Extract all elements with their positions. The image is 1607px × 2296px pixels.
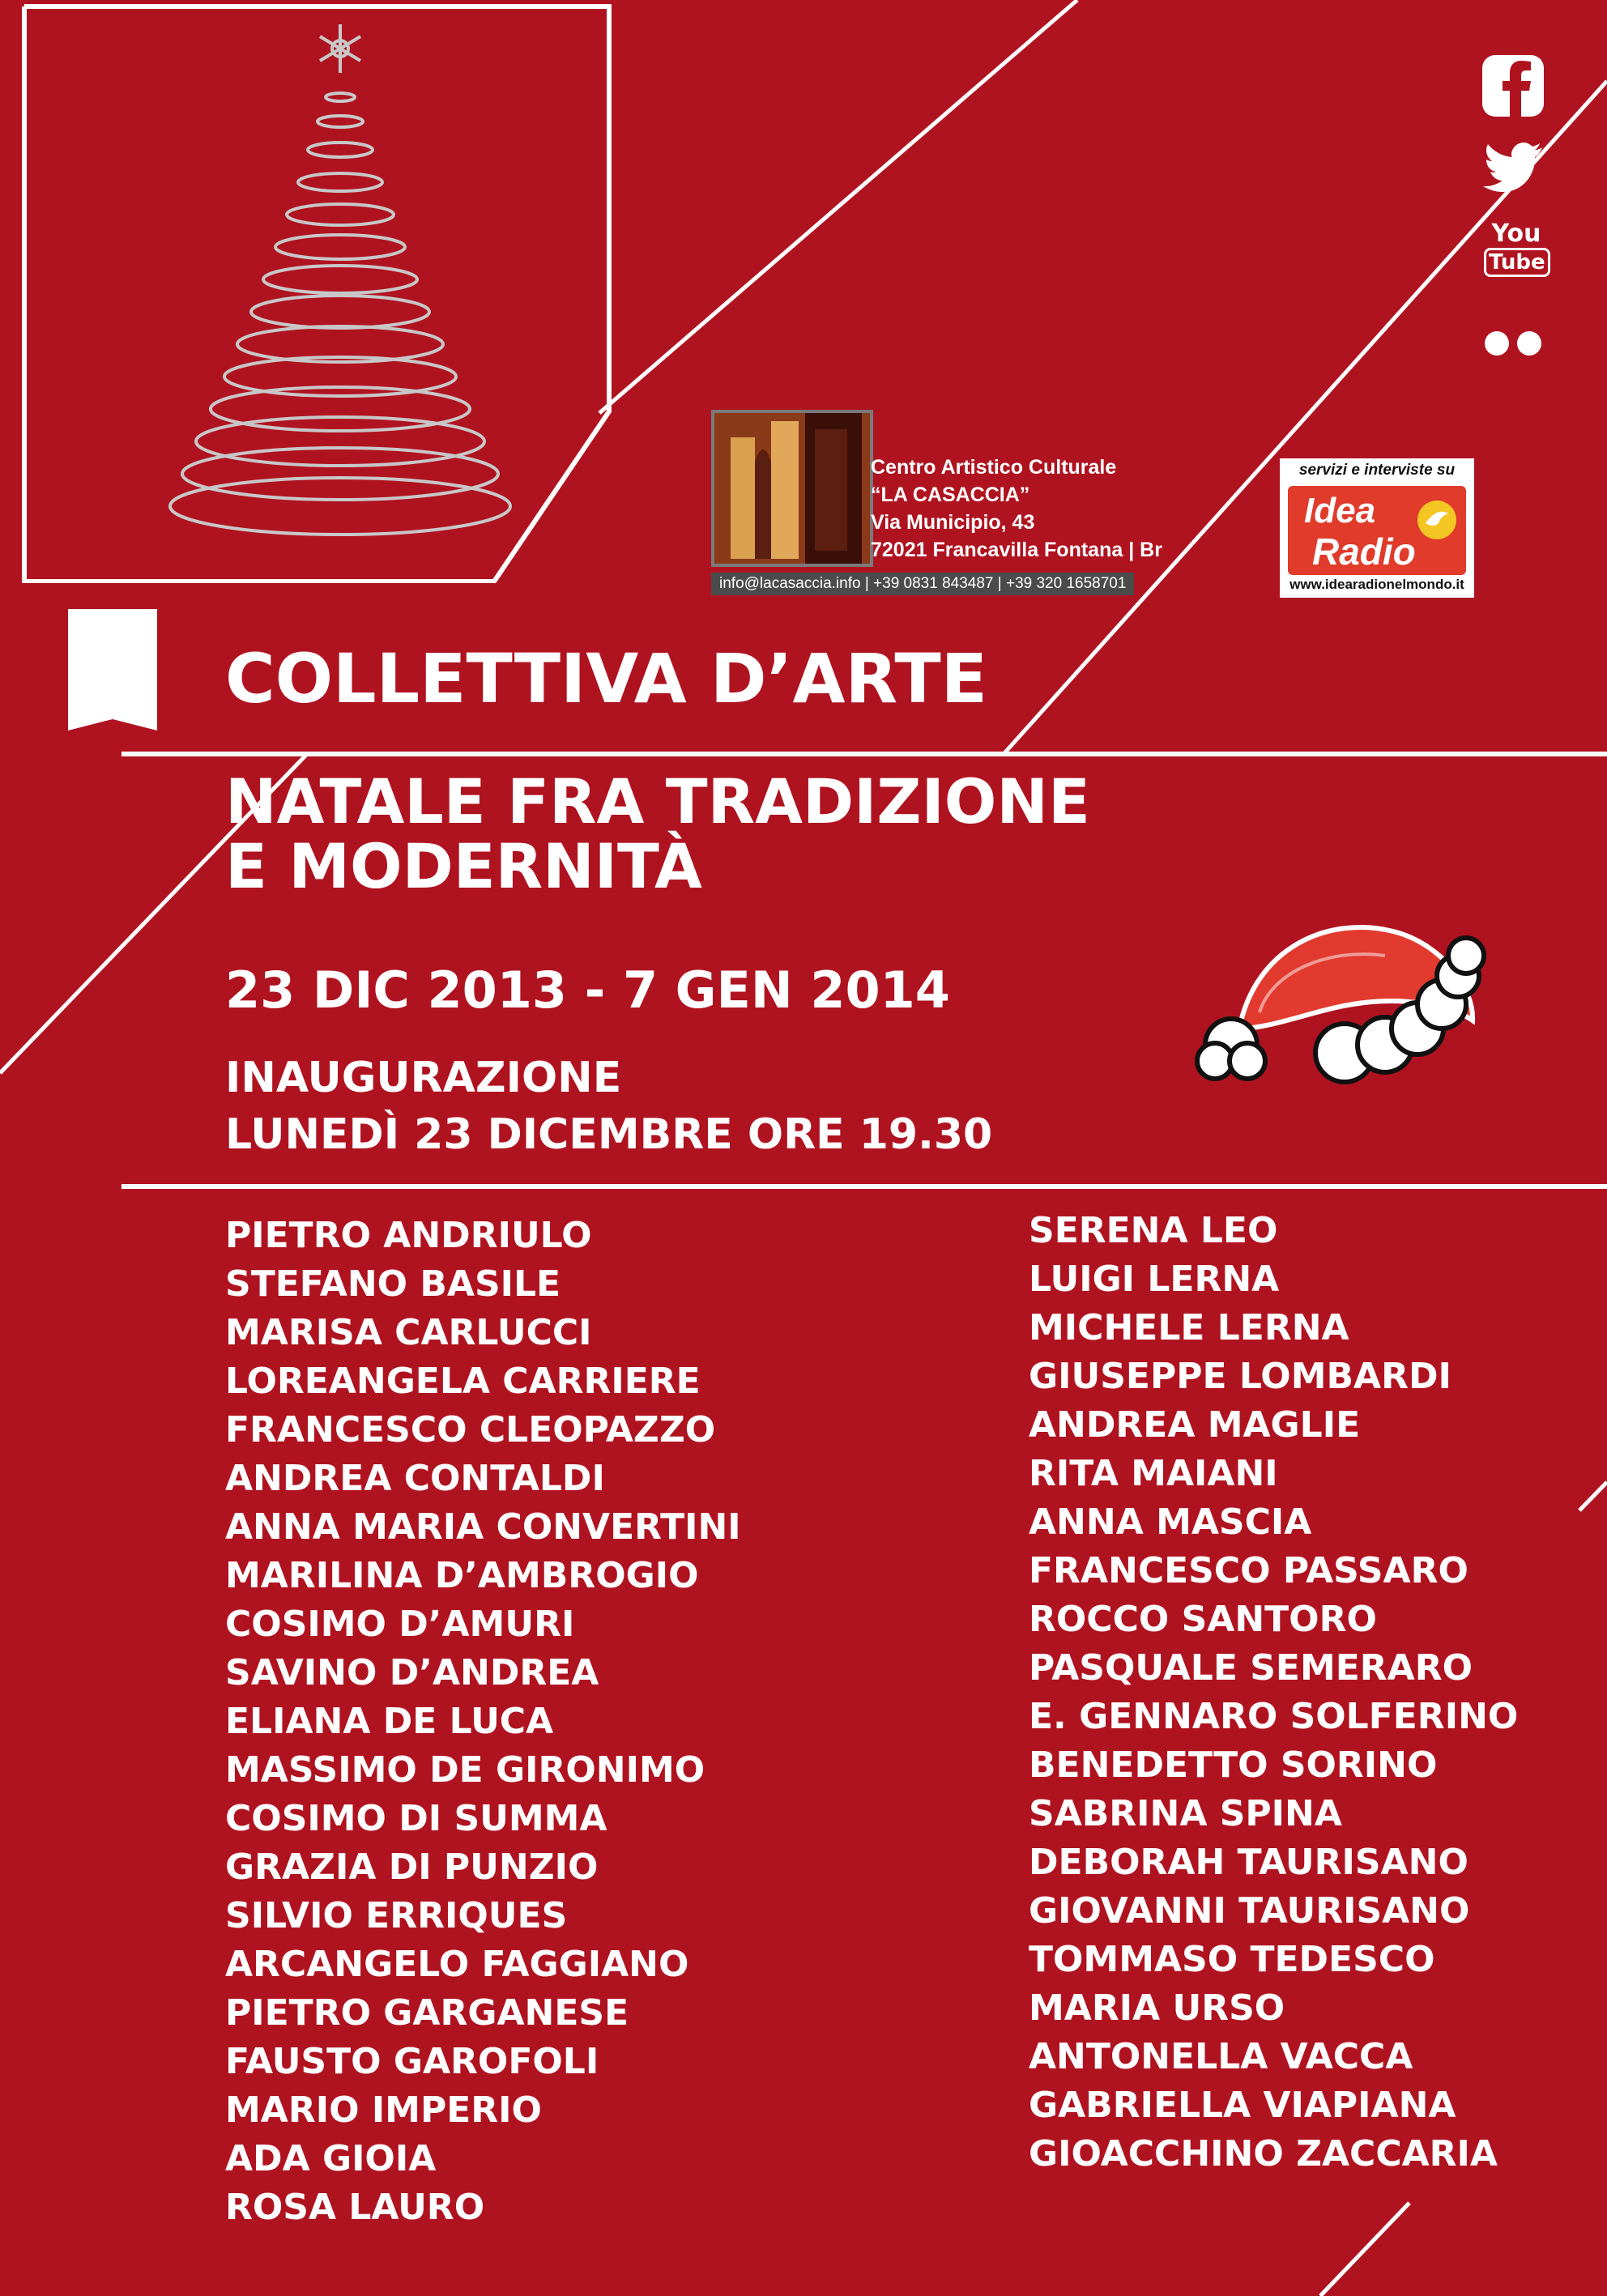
list-item: E. GENNARO SOLFERINO <box>1029 1696 1519 1737</box>
ribbon-flag-icon <box>68 609 159 732</box>
list-item: SABRINA SPINA <box>1029 1793 1342 1834</box>
list-item: PIETRO GARGANESE <box>225 1992 629 2034</box>
list-item: FAUSTO GAROFOLI <box>225 2041 599 2082</box>
list-item: SERENA LEO <box>1029 1210 1278 1251</box>
list-item: GABRIELLA VIAPIANA <box>1029 2085 1456 2126</box>
list-item: PASQUALE SEMERARO <box>1029 1647 1473 1689</box>
diagonal-line-small <box>1579 1482 1607 1510</box>
list-item: MARILINA D’AMBROGIO <box>225 1555 699 1596</box>
list-item: FRANCESCO CLEOPAZZO <box>225 1409 716 1450</box>
list-item: MARIA URSO <box>1029 1987 1285 2029</box>
event-subtitle-line2: E MODERNITÀ <box>225 830 702 902</box>
flickr-icon[interactable] <box>1481 327 1545 360</box>
youtube-you-text: You <box>1491 219 1541 248</box>
radio-url: www.idearadionelmondo.it <box>1289 577 1464 592</box>
list-item: GIOACCHINO ZACCARIA <box>1029 2133 1498 2175</box>
radio-idea-text: Idea <box>1304 491 1376 530</box>
list-item: ANTONELLA VACCA <box>1029 2036 1413 2077</box>
radio-name-text: Radio <box>1312 530 1416 573</box>
list-item: LUIGI LERNA <box>1029 1259 1280 1300</box>
list-item: PIETRO ANDRIULO <box>225 1215 592 1256</box>
diagonal-line-top <box>599 0 1077 413</box>
list-item: COSIMO D’AMURI <box>225 1604 575 1645</box>
list-item: ANDREA CONTALDI <box>225 1458 605 1499</box>
list-item: ANNA MARIA CONVERTINI <box>225 1506 741 1548</box>
inauguration-label: INAUGURAZIONE <box>225 1054 622 1102</box>
organizer-title: “LA CASACCIA” <box>871 483 1030 506</box>
organizer-city: 72021 Francavilla Fontana | Br <box>871 539 1162 561</box>
idea-radio-logo <box>1280 458 1474 598</box>
youtube-icon[interactable] <box>1484 220 1549 277</box>
list-item: MARISA CARLUCCI <box>225 1312 592 1353</box>
list-item: GRAZIA DI PUNZIO <box>225 1847 599 1888</box>
casaccia-logo <box>711 410 873 567</box>
twitter-icon[interactable] <box>1481 138 1545 194</box>
list-item: MICHELE LERNA <box>1029 1307 1349 1348</box>
list-item: MARIO IMPERIO <box>225 2089 542 2131</box>
casaccia-arches-image <box>714 413 872 565</box>
list-item: COSIMO DI SUMMA <box>225 1798 607 1839</box>
youtube-tube-text: Tube <box>1484 248 1550 277</box>
event-dates: 23 DIC 2013 - 7 GEN 2014 <box>225 961 950 1020</box>
christmas-tree-icon <box>170 24 510 535</box>
list-item: STEFANO BASILE <box>225 1263 561 1305</box>
list-item: ARCANGELO FAGGIANO <box>225 1944 689 1985</box>
list-item: DEBORAH TAURISANO <box>1029 1842 1468 1883</box>
list-item: ROCCO SANTORO <box>1029 1599 1377 1640</box>
list-item: MASSIMO DE GIRONIMO <box>225 1749 705 1791</box>
inauguration-date: LUNEDÌ 23 DICEMBRE ORE 19.30 <box>225 1110 993 1159</box>
tree-frame <box>0 0 616 583</box>
list-item: ROSA LAURO <box>225 2187 485 2228</box>
list-item: RITA MAIANI <box>1029 1453 1278 1494</box>
event-title: COLLETTIVA D’ARTE <box>225 639 988 718</box>
organizer-info <box>871 454 1162 564</box>
list-item: ADA GIOIA <box>225 2138 437 2179</box>
organizer-name: Centro Artistico Culturale <box>871 456 1117 479</box>
organizer-address: Via Municipio, 43 <box>871 511 1035 534</box>
facebook-icon[interactable] <box>1481 53 1545 118</box>
list-item: GIOVANNI TAURISANO <box>1029 1890 1470 1932</box>
santa-hat-icon <box>1183 899 1498 1110</box>
list-item: ANNA MASCIA <box>1029 1502 1312 1543</box>
list-item: GIUSEPPE LOMBARDI <box>1029 1356 1451 1397</box>
list-item: ANDREA MAGLIE <box>1029 1404 1361 1446</box>
list-item: ELIANA DE LUCA <box>225 1701 554 1742</box>
separator-bottom <box>121 1184 1607 1189</box>
contact-bar: info@lacasaccia.info | +39 0831 843487 | +39 320 1658701 <box>711 573 1134 595</box>
list-item: TOMMASO TEDESCO <box>1029 1939 1435 1980</box>
list-item: FRANCESCO PASSARO <box>1029 1550 1468 1591</box>
dove-icon <box>1416 499 1458 541</box>
list-item: SAVINO D’ANDREA <box>225 1652 599 1693</box>
list-item: LOREANGELA CARRIERE <box>225 1361 701 1402</box>
diagonal-line-bottom <box>1320 2203 1409 2296</box>
event-subtitle-line1: NATALE FRA TRADIZIONE <box>225 765 1090 837</box>
artists-list-right <box>1029 1207 1518 2179</box>
separator-top <box>121 752 1607 756</box>
list-item: SILVIO ERRIQUES <box>225 1895 568 1936</box>
list-item: BENEDETTO SORINO <box>1029 1744 1438 1786</box>
radio-tagline: servizi e interviste su <box>1298 462 1456 479</box>
artists-list-left <box>225 1212 741 2232</box>
